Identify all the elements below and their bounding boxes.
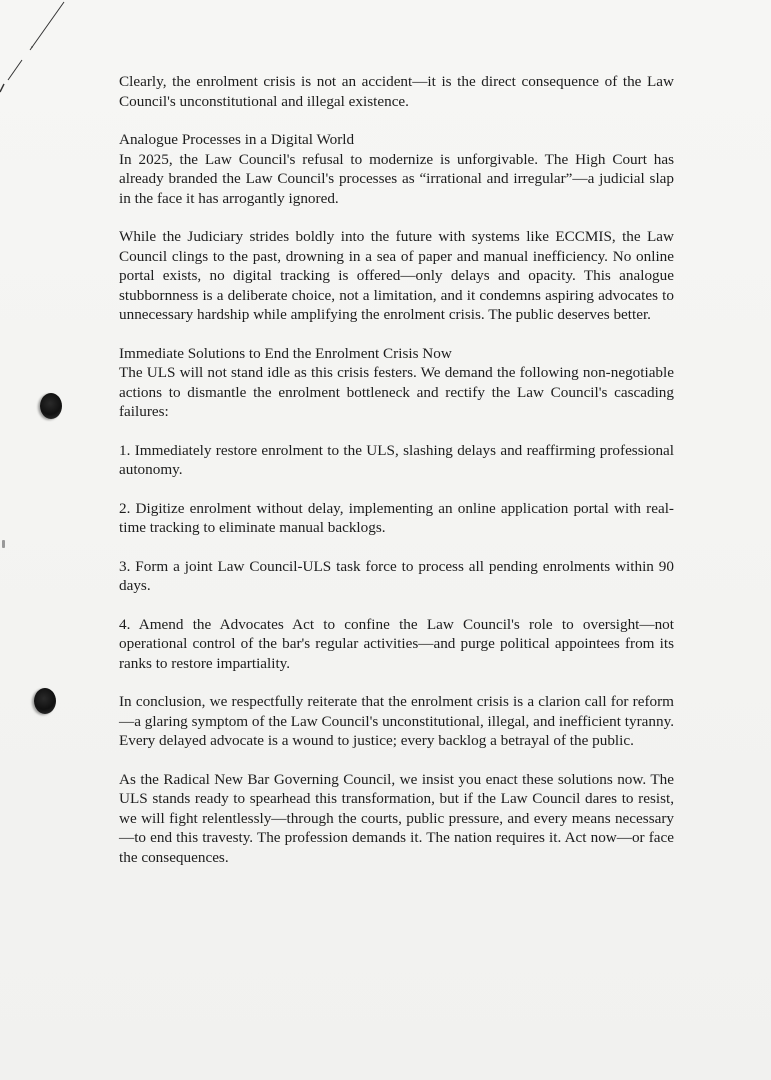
punch-hole-bottom bbox=[34, 688, 56, 714]
list-item-4: 4. Amend the Advocates Act to confine the Law Council's role to oversight—not operational control of the bar's regular activities—and purge political appointees from its ranks to restore impartiality. bbox=[119, 615, 674, 672]
list-item-1: 1. Immediately restore enrolment to the ULS, slashing delays and reaffirming professional autonomy. bbox=[119, 441, 674, 478]
pen-mark bbox=[0, 0, 80, 95]
section-heading-analogue-processes: Analogue Processes in a Digital World bbox=[119, 131, 355, 148]
paragraph-conclusion-enrolment: Clearly, the enrolment crisis is not an accident—it is the direct consequence of the Law Council's unconstitutional and illegal existence. bbox=[119, 73, 674, 110]
paragraph-high-court: In 2025, the Law Council's refusal to modernize is unforgivable. The High Court has already branded the Law Council's processes as “irrational and irregular”—a judicial slap in the face it has arrogantly ignored. bbox=[119, 150, 674, 207]
list-item-2: 2. Digitize enrolment without delay, implementing an online application portal with real-time tracking to eliminate manual backlogs. bbox=[119, 499, 674, 536]
document-body bbox=[119, 72, 674, 867]
section-heading-immediate-solutions: Immediate Solutions to End the Enrolment Crisis Now bbox=[119, 344, 452, 362]
edge-mark bbox=[2, 540, 5, 548]
punch-hole-top bbox=[40, 393, 62, 419]
paragraph-in-conclusion: In conclusion, we respectfully reiterate that the enrolment crisis is a clarion call for reform—a glaring symptom of the Law Council's unconstitutional, illegal, and inefficient tyranny. Every delayed advocate is a wound to justice; every backlog a betrayal of the public. bbox=[119, 693, 674, 749]
list-item-3: 3. Form a joint Law Council-ULS task force to process all pending enrolments within 90 days. bbox=[119, 557, 674, 594]
paragraph-governing-council: As the Radical New Bar Governing Council, we insist you enact these solutions now. The ULS stands ready to spearhead this transformation, but if the Law Council dares to resist, we will fight relentlessly—through the courts, public pressure, and every means necessary—to end this travesty. The profession demands it. The nation requires it. Act now—or face the consequences. bbox=[119, 770, 674, 866]
paragraph-judiciary-eccmis: While the Judiciary strides boldly into the future with systems like ECCMIS, the Law Council clings to the past, drowning in a sea of paper and manual inefficiency. No online portal exists, no digital tracking is offered—only delays and opacity. This analogue stubbornness is a deliberate choice, not a limitation, and it condemns aspiring advocates to unnecessary hardship while amplifying the enrolment crisis. The public deserves better. bbox=[119, 228, 674, 323]
paragraph-uls-demands: The ULS will not stand idle as this crisis festers. We demand the following non-negotiable actions to dismantle the enrolment bottleneck and rectify the Law Council's cascading failures: bbox=[119, 364, 674, 420]
